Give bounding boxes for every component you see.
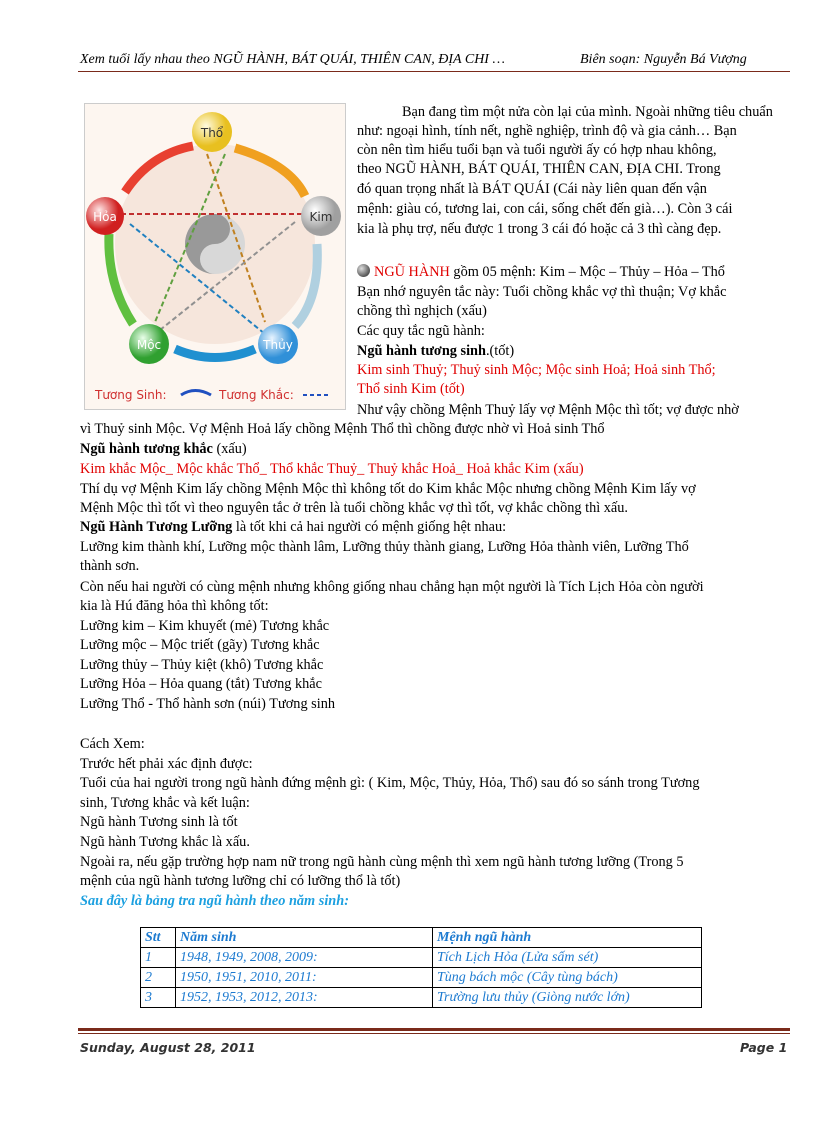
bullet-icon [357, 264, 370, 277]
sinh-title: Ngũ hành tương sinh [357, 343, 486, 359]
table-row [141, 948, 702, 968]
col-header-nam-sinh: Năm sinh [176, 928, 433, 948]
luong-a: Lưỡng kim thành khí, Lưỡng mộc thành lâm, Lưỡng thủy thành giang, Lưỡng Hỏa thành viên, Lưỡng Thổ [80, 539, 689, 555]
node-hoa-label: Hỏa [93, 210, 117, 224]
node-tho-label: Thổ [200, 126, 224, 140]
table-intro: Sau đây là bảng tra ngũ hành theo năm sinh: [80, 893, 349, 909]
footer-rule-thick [78, 1028, 790, 1031]
intro-line-3: còn nên tìm hiểu tuổi bạn và tuổi người ấy có hợp nhau không, [357, 142, 717, 158]
cell-nam-sinh: 1948, 1949, 2008, 2009: [176, 948, 433, 968]
sinh-rule-1: Kim sinh Thuỷ; Thuỷ sinh Mộc; Mộc sinh Hoả; Hoả sinh Thổ; [357, 362, 716, 378]
example-2b: Mệnh Mộc thì tốt vì theo nguyên tắc ở trên là tuổi chồng khắc vợ thì tốt, vợ khắc chồng thì xấu. [80, 500, 628, 516]
pair-item: Lưỡng mộc – Mộc triết (gãy) Tương khắc [80, 637, 320, 653]
pair-item: Lưỡng kim – Kim khuyết (mẻ) Tương khắc [80, 618, 330, 634]
footer-rule-thin [78, 1033, 790, 1034]
pair-item: Lưỡng Hỏa – Hỏa quang (tắt) Tương khắc [80, 676, 322, 692]
pair-item: Lưỡng thủy – Thủy kiệt (khô) Tương khắc [80, 657, 324, 673]
ngu-hanh-title-rest: gồm 05 mệnh: Kim – Mộc – Thủy – Hỏa – Thổ [449, 264, 725, 280]
table-row [141, 988, 702, 1008]
cell-stt: 1 [141, 948, 176, 968]
header-title: Xem tuổi lấy nhau theo NGŨ HÀNH, BÁT QUÁI, THIÊN CAN, ĐỊA CHI … [80, 52, 505, 67]
khac-suffix: (xấu) [212, 441, 247, 457]
cell-menh: Trường lưu thủy (Giòng nước lớn) [433, 988, 702, 1008]
cell-nam-sinh: 1952, 1953, 2012, 2013: [176, 988, 433, 1008]
node-thuy-label: Thủy [263, 338, 293, 352]
birth-year-table [140, 927, 702, 1008]
node-kim-label: Kim [309, 210, 333, 224]
khac-rule: Kim khắc Mộc_ Mộc khắc Thổ_ Thổ khắc Thuỷ_ Thuỷ khắc Hoả_ Hoả khắc Kim (xấu) [80, 461, 584, 477]
ngu-hanh-title: NGŨ HÀNH [374, 264, 450, 280]
khac-title: Ngũ hành tương khắc [80, 441, 213, 457]
footer-date: Sunday, August 28, 2011 [80, 1040, 256, 1055]
cach-xem-title: Cách Xem: [80, 736, 145, 752]
intro-line-5: đó quan trọng nhất là BÁT QUÁI (Cái này liên quan đến vận [357, 181, 707, 197]
example-1b: vì Thuỷ sinh Mộc. Vợ Mệnh Hoả lấy chồng Mệnh Thổ thì chồng được nhờ vì Hoả sinh Thổ [80, 421, 605, 437]
ngu-hanh-line-3: chồng thì nghịch (xấu) [357, 303, 487, 319]
luong-b: thành sơn. [80, 558, 140, 574]
cach-xem-l2a: Tuổi của hai người trong ngũ hành đứng mệnh gì: ( Kim, Mộc, Thủy, Hỏa, Thổ) sau đó so sánh trong Tương [80, 775, 700, 791]
cach-xem-l3: Ngũ hành Tương sinh là tốt [80, 814, 238, 830]
header-author: Biên soạn: Nguyễn Bá Vượng [580, 52, 747, 67]
ngu-hanh-line-4: Các quy tắc ngũ hành: [357, 323, 485, 339]
cell-nam-sinh: 1950, 1951, 2010, 2011: [176, 968, 433, 988]
legend-overcome: Tương Khắc: [219, 388, 294, 402]
sinh-suffix: .(tốt) [485, 343, 515, 359]
cach-xem-l5a: Ngoài ra, nếu gặp trường hợp nam nữ trong ngũ hành cùng mệnh thì xem ngũ hành tương lưỡng (Trong 5 [80, 854, 684, 870]
intro-line-6: mệnh: giàu có, tương lai, con cái, sống chết đến già…). Còn 3 cái [357, 201, 733, 217]
luong-rest: là tốt khi cả hai người có mệnh giống hệt nhau: [232, 519, 507, 535]
cell-menh: Tích Lịch Hỏa (Lửa sấm sét) [433, 948, 702, 968]
header-rule [78, 71, 790, 72]
ngu-hanh-line-2: Bạn nhớ nguyên tắc này: Tuổi chồng khắc vợ thì thuận; Vợ khắc [357, 284, 727, 300]
other-a: Còn nếu hai người có cùng mệnh nhưng không giống nhau chẳng hạn một người là Tích Lịch Hỏa còn người [80, 579, 704, 595]
example-2a: Thí dụ vợ Mệnh Kim lấy chồng Mệnh Mộc thì không tốt do Kim khắc Mộc nhưng chồng Mệnh Kim lấy vợ [80, 481, 696, 497]
intro-line-2: như: ngoại hình, tính nết, nghề nghiệp, trình độ và gia cảnh… Bạn [357, 123, 737, 139]
cell-menh: Tùng bách mộc (Cây tùng bách) [433, 968, 702, 988]
table-header-row [141, 928, 702, 948]
intro-line-1: Bạn đang tìm một nửa còn lại của mình. Ngoài những tiêu chuẩn [402, 104, 773, 120]
cach-xem-l2b: sinh, Tương khắc và kết luận: [80, 795, 250, 811]
table-row [141, 968, 702, 988]
cach-xem-l4: Ngũ hành Tương khắc là xấu. [80, 834, 250, 850]
node-moc-label: Mộc [136, 338, 162, 352]
khac-heading [80, 440, 247, 459]
legend-generate: Tương Sinh: [95, 388, 167, 402]
col-header-menh: Mệnh ngũ hành [433, 928, 702, 948]
other-b: kia là Hú đăng hỏa thì không tốt: [80, 598, 269, 614]
cach-xem-l5b: mệnh của ngũ hành tương lưỡng chỉ có lưỡng thổ là tốt) [80, 873, 401, 889]
luong-heading [80, 518, 506, 537]
pair-item: Lưỡng Thổ - Thổ hành sơn (núi) Tương sinh [80, 696, 336, 712]
intro-line-4: theo NGŨ HÀNH, BÁT QUÁI, THIÊN CAN, ĐỊA CHI. Trong [357, 161, 721, 177]
sinh-heading [357, 342, 514, 361]
cell-stt: 2 [141, 968, 176, 988]
intro-line-7: kia là phụ trợ, nếu được 1 trong 3 cái đó hoặc cả 3 thì càng đẹp. [357, 221, 722, 237]
luong-title: Ngũ Hành Tương Lưỡng [80, 519, 233, 535]
cach-xem-l1: Trước hết phải xác định được: [80, 756, 253, 772]
example-1a: Như vậy chồng Mệnh Thuỷ lấy vợ Mệnh Mộc thì tốt; vợ được nhờ [357, 402, 739, 418]
col-header-stt: Stt [141, 928, 176, 948]
footer-page: Page 1 [740, 1040, 788, 1055]
diagram-svg [85, 104, 345, 409]
cell-stt: 3 [141, 988, 176, 1008]
ngu-hanh-heading [357, 263, 725, 282]
five-elements-diagram [84, 103, 346, 410]
sinh-rule-2: Thổ sinh Kim (tốt) [357, 381, 465, 397]
